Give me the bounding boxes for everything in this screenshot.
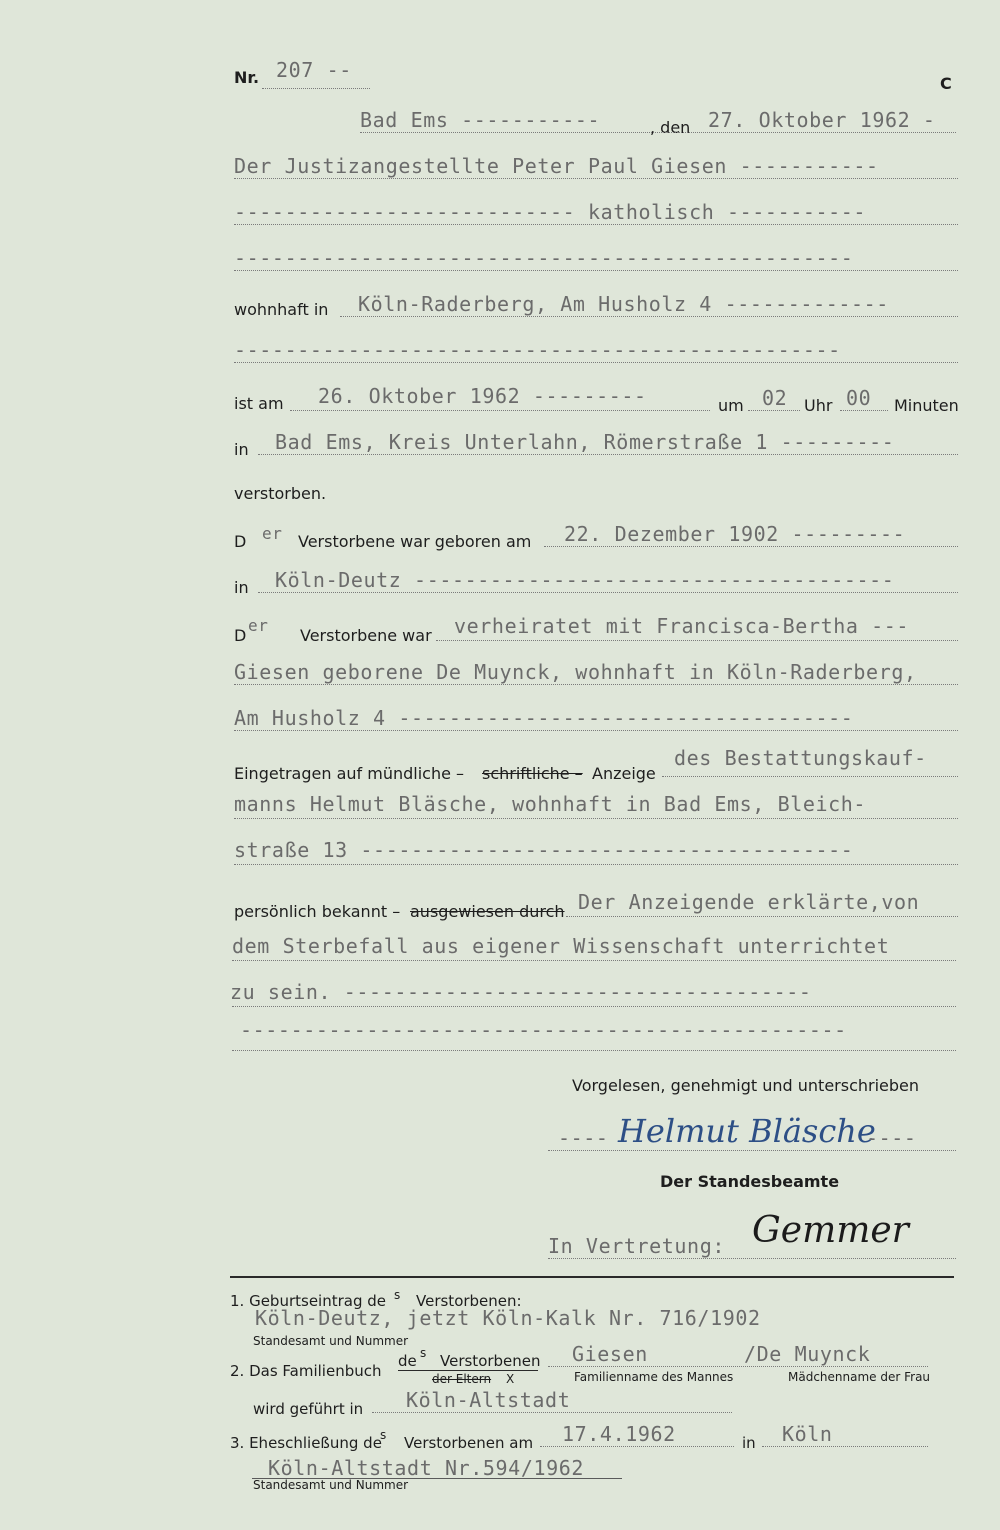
minuten-label: Minuten	[894, 396, 959, 415]
verstorben-label: verstorben.	[234, 484, 327, 503]
uhr-label: Uhr	[804, 396, 833, 415]
footer-item-1-suffix: s	[394, 1288, 401, 1302]
marriage-line-1: verheiratet mit Francisca-Bertha ---	[454, 614, 910, 638]
footer-kept-label: wird geführt in	[253, 1400, 364, 1418]
ist-am-label: ist am	[234, 394, 284, 413]
registrar-label: Der Standesbeamte	[660, 1172, 840, 1191]
death-hour: 02	[762, 386, 788, 410]
footer-marriage-date: 17.4.1962	[562, 1422, 676, 1446]
footer-item-2-suffix: s	[420, 1346, 427, 1360]
footer-item-2-de: de	[398, 1352, 417, 1370]
form-letter: C	[940, 74, 952, 93]
identity-line-3: zu sein. -------------------------------------	[230, 980, 812, 1004]
identity-line-4: ------------------------------------------------	[240, 1018, 847, 1042]
footer-wife-maiden-name: /De Muynck	[744, 1342, 871, 1366]
birth-in-label: in	[234, 578, 249, 597]
residence-line-2: ------------------------------------------------	[234, 338, 841, 362]
entry-line-1: des Bestattungskauf-	[674, 746, 927, 770]
entry-label-struck: schriftliche –	[482, 764, 583, 783]
footer-wife-caption: Mädchenname der Frau	[788, 1370, 931, 1384]
marriage-d-suffix: er	[248, 616, 269, 635]
footer-divider	[230, 1276, 954, 1278]
footer-item-2-label: 2. Das Familienbuch	[230, 1362, 382, 1380]
marriage-line-3: Am Husholz 4 ------------------------------------	[234, 706, 854, 730]
residence-label: wohnhaft in	[234, 300, 329, 319]
birth-d-label: D	[234, 532, 247, 551]
registrar-signature: Gemmer	[752, 1210, 909, 1251]
registration-date: 27. Oktober 1962 -	[708, 108, 936, 132]
birth-date: 22. Dezember 1902 ---------	[564, 522, 906, 546]
deputy-label: In Vertretung:	[548, 1234, 725, 1258]
birth-label: Verstorbene war geboren am	[298, 532, 532, 551]
footer-item-3-label-post: Verstorbenen am	[404, 1434, 534, 1452]
residence-value: Köln-Raderberg, Am Husholz 4 -------------	[358, 292, 889, 316]
footer-husband-name: Giesen	[572, 1342, 648, 1366]
informant-signature: Helmut Bläsche	[618, 1112, 876, 1150]
marriage-label: Verstorbene war	[300, 626, 432, 645]
um-label: um	[718, 396, 744, 415]
identity-label-struck: ausgewiesen durch	[410, 902, 565, 921]
death-place: Bad Ems, Kreis Unterlahn, Römerstraße 1 ---------	[275, 430, 895, 454]
footer-husband-caption: Familienname des Mannes	[574, 1370, 734, 1384]
place-of-registration: Bad Ems -----------	[360, 108, 601, 132]
signature-dashes-right: ----	[866, 1126, 917, 1150]
footer-item-2-verstorbenen: Verstorbenen	[440, 1352, 541, 1370]
person-line-3: -------------------------------------------------	[234, 246, 854, 270]
footer-item-1-value: Köln-Deutz, jetzt Köln-Kalk Nr. 716/1902	[255, 1306, 761, 1330]
death-date: 26. Oktober 1962 ---------	[318, 384, 647, 408]
footer-marriage-in-label: in	[742, 1434, 756, 1452]
entry-line-3: straße 13 ---------------------------------------	[234, 838, 854, 862]
den-label: , den	[650, 118, 691, 137]
footer-marriage-registry: Köln-Altstadt Nr.594/1962	[268, 1456, 585, 1480]
footer-marriage-place: Köln	[782, 1422, 833, 1446]
identity-line-2: dem Sterbefall aus eigener Wissenschaft unterrichtet	[232, 934, 890, 958]
entry-label-pre: Eingetragen auf mündliche –	[234, 764, 465, 783]
footer-item-3-caption: Standesamt und Nummer	[253, 1478, 409, 1492]
footer-kept-value: Köln-Altstadt	[406, 1388, 571, 1412]
footer-item-1-caption: Standesamt und Nummer	[253, 1334, 409, 1348]
read-approved-signed-label: Vorgelesen, genehmigt und unterschrieben	[572, 1076, 920, 1095]
footer-item-1-label-post: Verstorbenen:	[416, 1292, 522, 1310]
marriage-d-label: D	[234, 626, 247, 645]
marriage-line-2: Giesen geborene De Muynck, wohnhaft in Köln-Raderberg,	[234, 660, 917, 684]
death-in-label: in	[234, 440, 249, 459]
birth-place: Köln-Deutz --------------------------------------	[275, 568, 895, 592]
nr-label: Nr.	[234, 68, 260, 87]
entry-line-2: manns Helmut Bläsche, wohnhaft in Bad Ems, Bleich-	[234, 792, 867, 816]
signature-dashes-left: ----	[558, 1126, 609, 1150]
death-minutes: 00	[846, 386, 872, 410]
footer-item-2-eltern: der Eltern	[432, 1372, 492, 1386]
person-line-1: Der Justizangestellte Peter Paul Giesen -----------	[234, 154, 879, 178]
person-line-2: --------------------------- katholisch -----------	[234, 200, 867, 224]
identity-label-pre: persönlich bekannt –	[234, 902, 401, 921]
footer-item-1-label: 1. Geburtseintrag de	[230, 1292, 387, 1310]
footer-item-3-label: 3. Eheschließung de	[230, 1434, 382, 1452]
identity-line-1: Der Anzeigende erklärte,von	[578, 890, 920, 914]
footer-item-2-x: X	[506, 1372, 515, 1386]
entry-label-post: Anzeige	[592, 764, 656, 783]
footer-item-3-suffix: s	[380, 1428, 387, 1442]
nr-value: 207 --	[276, 58, 352, 82]
birth-d-suffix: er	[262, 524, 283, 543]
